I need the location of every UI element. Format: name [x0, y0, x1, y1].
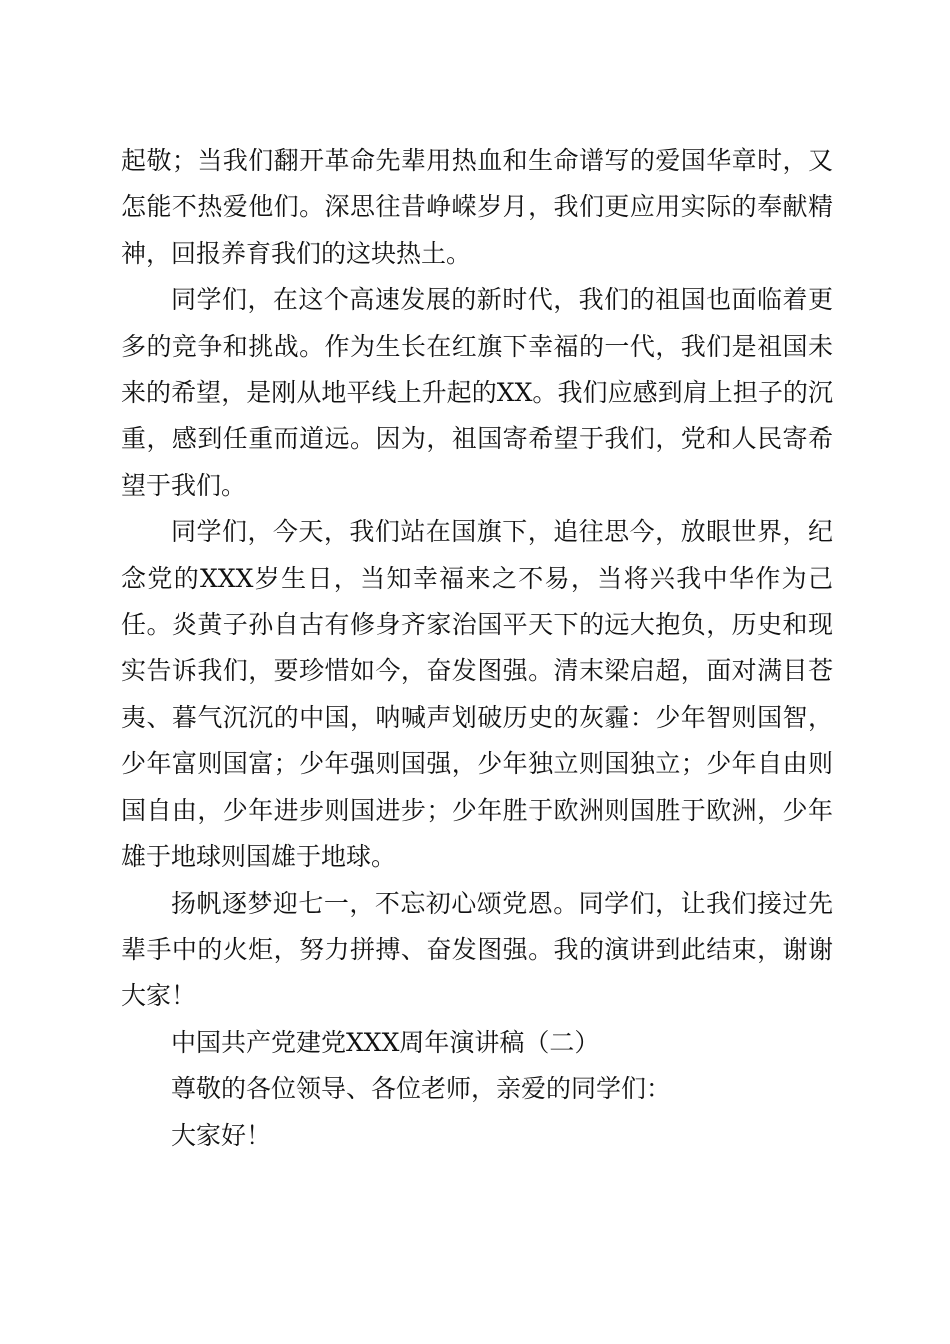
paragraph-new-era: 同学们，在这个高速发展的新时代，我们的祖国也面临着更多的竞争和挑战。作为生长在红旗下幸福的一代，我们是祖国未来的希望，是刚从地平线上升起的XX。我们应感到肩上担子的沉重，感到任重而道远。因为，祖国寄希望于我们，党和人民寄希望于我们。 — [121, 285, 833, 500]
salutation: 尊敬的各位领导、各位老师，亲爱的同学们： — [171, 1074, 672, 1104]
paragraph-flag: 同学们，今天，我们站在国旗下，追往思今，放眼世界，纪念党的XXX岁生日，当知幸福来之不易，当将兴我中华作为己任。炎黄子孙自古有修身齐家治国平天下的远大抱负，历史和现实告诉我们，要珍惜如今，奋发图强。清末梁启超，面对满目苍夷、暮气沉沉的中国，呐喊声划破历史的灰霾：少年智则国智，少年富则国富；少年强则国强，少年独立则国独立；少年自由则国自由，少年进步则国进步；少年胜于欧洲则国胜于欧洲，少年雄于地球则国雄于地球。 — [121, 517, 833, 872]
paragraph-closing: 扬帆逐梦迎七一，不忘初心颂党恩。同学们，让我们接过先辈手中的火炬，努力拼搏、奋发图强。我的演讲到此结束，谢谢大家！ — [121, 888, 833, 1011]
greeting: 大家好！ — [171, 1120, 272, 1150]
paragraph-continuation: 起敬；当我们翻开革命先辈用热血和生命谱写的爱国华章时，又怎能不热爱他们。深思往昔峥嵘岁月，我们更应用实际的奉献精神，回报养育我们的这块热土。 — [121, 146, 833, 268]
document-body — [121, 138, 833, 1159]
speech-two-title: 中国共产党建党XXX周年演讲稿（二） — [171, 1027, 600, 1057]
